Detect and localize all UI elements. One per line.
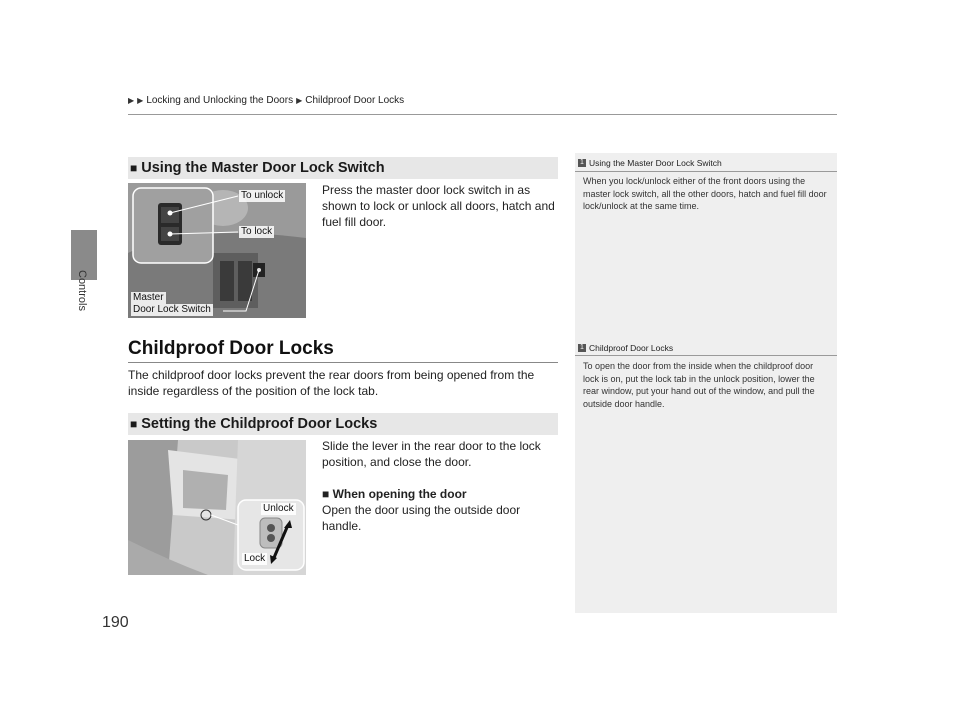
opening-body: Open the door using the outside door handle.: [322, 503, 521, 533]
setting-childproof-heading-text: Setting the Childproof Door Locks: [141, 416, 378, 432]
callout-unlock: Unlock: [263, 503, 294, 514]
opening-heading-text: When opening the door: [332, 487, 467, 501]
setting-childproof-heading: [128, 413, 558, 435]
note-body-master: When you lock/unlock either of the front doors using the master lock switch, all the other doors, hatch and fuel fill door lock/unlock at the same time.: [583, 176, 827, 211]
note-title-childproof: [578, 343, 673, 353]
breadcrumb-arrow-icon: ▶: [296, 96, 303, 105]
callout-switch-line2: Door Lock Switch: [133, 304, 211, 315]
note-number-icon: 1: [578, 159, 586, 167]
breadcrumb-arrow-icon: ▶: [128, 96, 135, 105]
page-number: 190: [102, 614, 129, 631]
note-number-icon: 1: [578, 344, 586, 352]
master-switch-heading: [128, 157, 558, 179]
childproof-body: Slide the lever in the rear door to the lock position, and close the door.: [322, 439, 541, 469]
note-rule: [575, 171, 837, 172]
callout-to-unlock: To unlock: [241, 190, 284, 201]
note-title-master: [578, 158, 722, 168]
breadcrumb-level1[interactable]: Locking and Unlocking the Doors: [146, 95, 294, 106]
square-bullet-icon: ■: [322, 487, 330, 501]
master-switch-heading-text: Using the Master Door Lock Switch: [141, 160, 385, 176]
master-switch-body: Press the master door lock switch in as shown to lock or unlock all doors, hatch and fuel fill door.: [322, 183, 555, 229]
breadcrumb-level2[interactable]: Childproof Door Locks: [305, 95, 405, 106]
breadcrumb: [128, 95, 404, 106]
note-title-text: Childproof Door Locks: [589, 343, 674, 353]
note-body-childproof: To open the door from the inside when the childproof door lock is on, put the lock tab in the unlock position, lower the rear window, put your hand out of the window, and pull the outside door handle.: [583, 361, 815, 409]
breadcrumb-arrow-icon: ▶: [137, 96, 144, 105]
header-rule: [128, 114, 837, 115]
opening-heading: [322, 486, 558, 502]
note-rule: [575, 355, 837, 356]
callout-lock: Lock: [244, 553, 266, 564]
callout-to-lock: To lock: [241, 226, 273, 237]
square-bullet-icon: ■: [130, 161, 138, 175]
note-title-text: Using the Master Door Lock Switch: [589, 158, 722, 168]
childproof-intro: The childproof door locks prevent the rear doors from being opened from the inside regardless of the position of the lock tab.: [128, 368, 535, 398]
callout-switch-line1: Master: [133, 292, 164, 303]
childproof-heading: Childproof Door Locks: [128, 338, 334, 359]
side-tab-label: Controls: [76, 270, 88, 311]
childproof-heading-rule: [128, 362, 558, 363]
square-bullet-icon: ■: [130, 417, 138, 431]
